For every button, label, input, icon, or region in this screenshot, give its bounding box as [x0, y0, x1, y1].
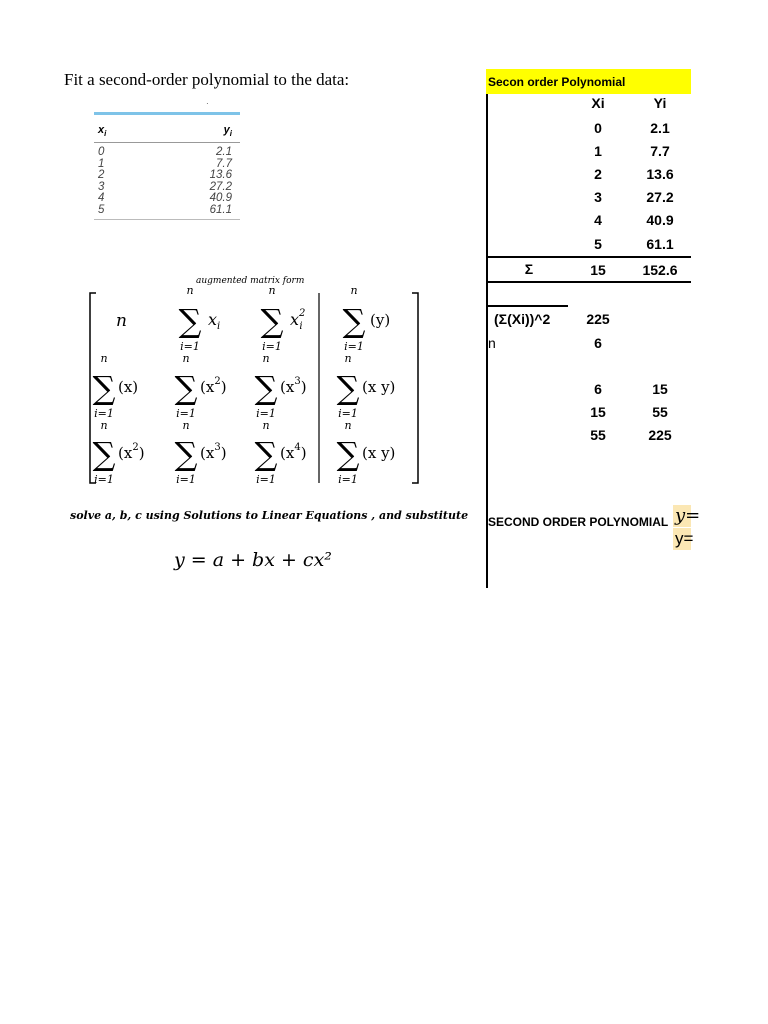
sum-row-top-border [486, 256, 691, 258]
table-header [94, 115, 240, 143]
table-row: 40.9 [209, 192, 232, 204]
matrix-cell-r3c2: 225 [648, 427, 672, 443]
sigma-symbol: ∑ [260, 302, 284, 340]
sigma-symbol: ∑ [178, 302, 202, 340]
sheet-header [486, 69, 691, 94]
entry-r2c2 [175, 352, 227, 420]
sheet-header-label: Secon order Polynomial [488, 75, 626, 89]
col-header-yi: Yi [653, 95, 667, 111]
sum-yi: 152.6 [642, 262, 678, 278]
sum-row-bottom-border [486, 281, 691, 283]
table-row: 61.1 [209, 203, 232, 216]
cell-yi-1: 7.7 [650, 143, 670, 159]
sum-squared-value: 225 [586, 311, 610, 327]
table-row: 4 [98, 192, 105, 204]
second-order-label: SECOND ORDER POLYNOMIAL [488, 515, 669, 529]
svg-text:n: n [182, 419, 190, 432]
y-header: $y_i$ [223, 124, 232, 139]
svg-text:i=1: i=1 [256, 473, 276, 486]
stray-dot: · [206, 99, 209, 108]
entry-r1c2 [179, 284, 221, 353]
entry-n: n [116, 311, 127, 331]
svg-text:i=1: i=1 [176, 473, 196, 486]
svg-text:(x2): $(x^2)$ [118, 442, 145, 462]
entry-r1c4 [343, 284, 391, 353]
sigma-symbol: ∑ [342, 302, 366, 340]
cell-xi-0: 0 [594, 120, 602, 136]
svg-text:n: n [344, 419, 352, 432]
x-header: $x_i$ [98, 124, 107, 139]
x-column [98, 147, 104, 216]
sigma-symbol: ∑ [174, 435, 198, 473]
svg-text:i=1: i=1 [94, 473, 114, 486]
sigma-symbol: ∑ [336, 369, 360, 407]
table-bottom-rule [94, 219, 240, 220]
table-row: 13.6 [209, 169, 232, 181]
table-row: 2.1 [216, 146, 232, 158]
table-row: 27.2 [209, 180, 232, 193]
svg-text:n: n [100, 419, 108, 432]
svg-text:n: n [100, 352, 108, 365]
square-label-top-border [486, 305, 568, 307]
sigma-symbol: ∑ [174, 369, 198, 407]
sigma-symbol: ∑ [254, 369, 278, 407]
matrix-cell-r1c2: 15 [652, 381, 668, 397]
table-row: 3 [98, 180, 105, 193]
result-equation-1: y= [675, 505, 701, 526]
matrix-cell-r2c2: 55 [652, 404, 668, 420]
matrix-cell-r2c1: 15 [590, 404, 606, 420]
sum-xi: 15 [590, 262, 606, 278]
svg-text:n: n [262, 419, 270, 432]
cell-yi-3: 27.2 [646, 189, 674, 205]
data-table [94, 112, 240, 220]
cell-xi-4: 4 [594, 212, 602, 228]
svg-text:n: n [268, 284, 276, 297]
svg-text:(x2): $(x^2)$ [200, 376, 227, 396]
svg-text:i=1: i=1 [94, 407, 114, 420]
svg-text:i=1: i=1 [262, 340, 282, 353]
svg-text:(x y): (x y) [362, 378, 396, 396]
result-equation-2: y= [675, 529, 694, 548]
svg-text:(y): (y) [370, 311, 391, 329]
sigma-symbol: ∑ [336, 435, 360, 473]
svg-text:(x y): (x y) [362, 444, 396, 462]
svg-text:n: n [262, 352, 270, 365]
svg-text:(x3): $(x^3)$ [280, 376, 307, 396]
cell-yi-4: 40.9 [646, 212, 674, 228]
sigma-symbol: ∑ [92, 435, 116, 473]
augmented-matrix [86, 284, 422, 488]
matrix-cell-r1c1: 6 [594, 381, 602, 397]
entry-r3c3 [255, 419, 307, 486]
sum-label: Σ [524, 261, 534, 277]
table-body [94, 143, 240, 216]
sigma-symbol: ∑ [254, 435, 278, 473]
cell-yi-5: 61.1 [646, 236, 674, 252]
cell-xi-5: 5 [594, 236, 602, 252]
cell-yi-0: 2.1 [650, 120, 670, 136]
svg-text:x2i: $x^2$ i [290, 308, 306, 332]
entry-r1c3 [261, 284, 306, 353]
sum-squared-label: (Σ(Xi))^2 [494, 311, 551, 327]
svg-text:(x4): $(x^4)$ [280, 442, 307, 462]
n-label: n [488, 335, 496, 351]
solve-instruction: solve a, b, c using Solutions to Linear Equations , and substitute [70, 509, 469, 522]
svg-text:i=1: i=1 [180, 340, 200, 353]
col-header-xi: Xi [591, 95, 605, 111]
svg-text:n: n [350, 284, 358, 297]
svg-text:i=1: i=1 [338, 407, 358, 420]
table-row: 0 [98, 146, 105, 158]
right-bracket [412, 293, 418, 483]
svg-text:n: n [186, 284, 194, 297]
svg-text:i=1: i=1 [176, 407, 196, 420]
svg-text:i=1: i=1 [256, 407, 276, 420]
entry-r2c3 [255, 352, 307, 420]
svg-text:(x3): $(x^3)$ [200, 442, 227, 462]
entry-r3c4 [337, 419, 396, 486]
svg-text:n: n [344, 352, 352, 365]
sigma-symbol: ∑ [92, 369, 116, 407]
table-row: 7.7 [216, 157, 232, 170]
table-row: 2 [98, 169, 105, 181]
problem-title: Fit a second-order polynomial to the data: [64, 70, 350, 89]
svg-text:i=1: i=1 [338, 473, 358, 486]
svg-text:i=1: i=1 [344, 340, 364, 353]
n-value: 6 [594, 335, 602, 351]
svg-text:(x): (x) [118, 378, 139, 396]
y-column [210, 147, 232, 216]
svg-text:xi: $x_i$ [208, 310, 221, 332]
cell-yi-2: 13.6 [646, 166, 674, 182]
table-row: 1 [98, 157, 105, 170]
cell-xi-1: 1 [594, 143, 602, 159]
entry-r2c1 [93, 352, 139, 420]
matrix-cell-r3c1: 55 [590, 427, 606, 443]
table-row: 5 [98, 203, 105, 216]
entry-r3c1 [93, 419, 145, 486]
polynomial-equation: y = a + bx + cx² [174, 549, 332, 571]
svg-text:n: n [182, 352, 190, 365]
cell-xi-2: 2 [594, 166, 602, 182]
entry-r2c4 [337, 352, 396, 420]
entry-r3c2 [175, 419, 227, 486]
cell-xi-3: 3 [594, 189, 602, 205]
matrix-caption: augmented matrix form [196, 276, 305, 286]
